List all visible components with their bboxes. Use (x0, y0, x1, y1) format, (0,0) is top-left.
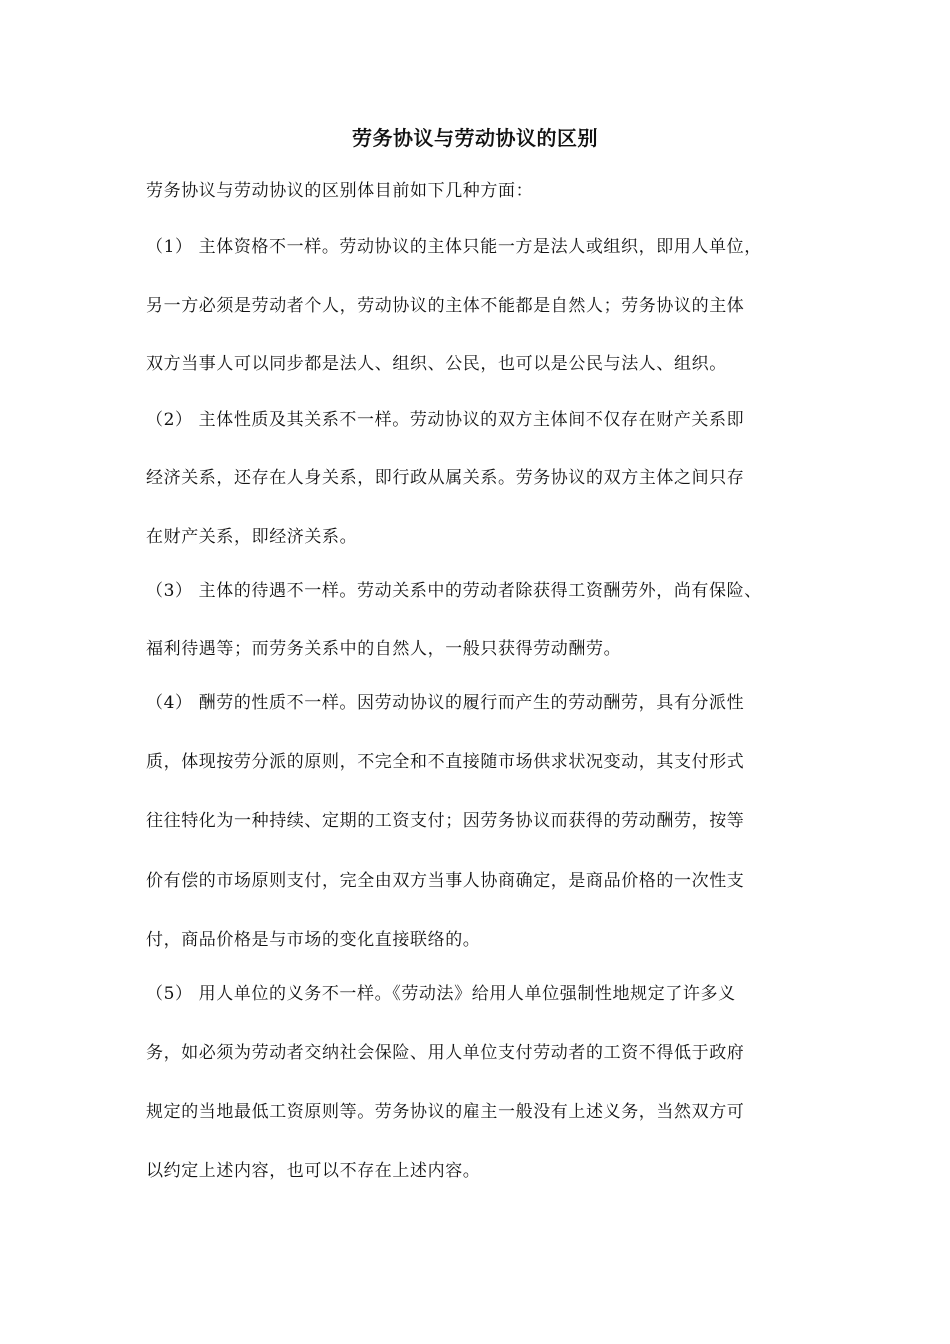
text-line: （5） 用人单位的义务不一样。《劳动法》给用人单位强制性地规定了许多义 (146, 984, 736, 1004)
document-title: 劳务协议与劳动协议的区别 (352, 126, 598, 150)
text-line: 价有偿的市场原则支付，完全由双方当事人协商确定，是商品价格的一次性支 (146, 871, 745, 891)
text-line: （3） 主体的待遇不一样。劳动关系中的劳动者除获得工资酬劳外，尚有保险、 (146, 581, 762, 601)
text-line: （1） 主体资格不一样。劳动协议的主体只能一方是法人或组织，即用人单位， (146, 237, 762, 257)
text-line: 质，体现按劳分派的原则，不完全和不直接随市场供求状况变动，其支付形式 (146, 752, 745, 772)
text-line: 务，如必须为劳动者交纳社会保险、用人单位支付劳动者的工资不得低于政府 (146, 1043, 745, 1063)
text-line: （4） 酬劳的性质不一样。因劳动协议的履行而产生的劳动酬劳，具有分派性 (146, 693, 745, 713)
intro-line: 劳务协议与劳动协议的区别体目前如下几种方面： (146, 181, 534, 201)
text-line: 另一方必须是劳动者个人，劳动协议的主体不能都是自然人；劳务协议的主体 (146, 296, 745, 316)
text-line: 双方当事人可以同步都是法人、组织、公民，也可以是公民与法人、组织。 (146, 354, 727, 374)
text-line: 往往特化为一种持续、定期的工资支付；因劳务协议而获得的劳动酬劳，按等 (146, 811, 745, 831)
text-line: 在财产关系，即经济关系。 (146, 527, 358, 547)
text-line: 以约定上述内容，也可以不存在上述内容。 (146, 1161, 481, 1181)
text-line: 福利待遇等；而劳务关系中的自然人，一般只获得劳动酬劳。 (146, 639, 622, 659)
text-line: 规定的当地最低工资原则等。劳务协议的雇主一般没有上述义务，当然双方可 (146, 1102, 745, 1122)
text-line: （2） 主体性质及其关系不一样。劳动协议的双方主体间不仅存在财产关系即 (146, 410, 745, 430)
text-line: 付，商品价格是与市场的变化直接联络的。 (146, 930, 481, 950)
text-line: 经济关系，还存在人身关系，即行政从属关系。劳务协议的双方主体之间只存 (146, 468, 745, 488)
